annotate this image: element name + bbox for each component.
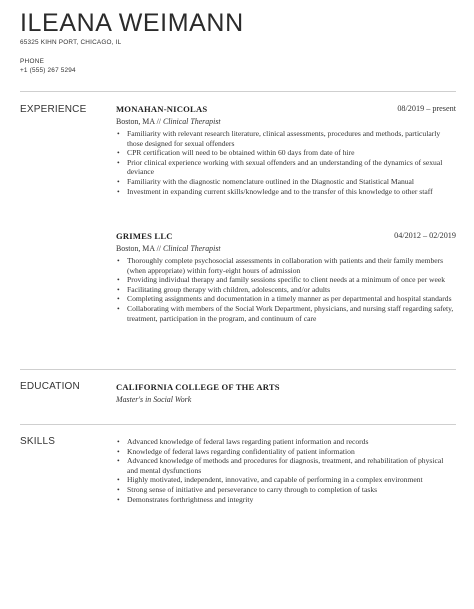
list-item: • Strong sense of initiative and perseverance to carry through to completion of tasks: [117, 484, 378, 494]
job-role-line: [116, 244, 456, 253]
list-item: • Highly motivated, independent, innovative, and capable of performing in a complex environment: [117, 475, 423, 485]
divider: [20, 369, 456, 370]
list-item: • Prior clinical experience working with sexual offenders and an understanding of the dynamics of sexual deviance: [117, 157, 443, 177]
job-title: Clinical Therapist: [162, 117, 221, 126]
job-bullets: [116, 129, 456, 196]
list-item: • Thoroughly complete psychosocial assessments in collaboration with patients and their family members (when appropriate) within forty-eight hours of admission: [117, 256, 444, 275]
job-entry: [116, 104, 456, 196]
list-item: • Investment in expanding current skills/knowledge and to the transfer of this knowledge to other staff: [117, 186, 433, 196]
role-separator: //: [154, 117, 163, 126]
company-name: GRIMES LLC: [116, 231, 173, 241]
job-location: Boston, MA: [116, 117, 155, 126]
skills-entry: [116, 434, 456, 504]
address: 65325 KIHN PORT, CHICAGO, IL: [20, 39, 122, 46]
job-role-line: [116, 117, 456, 126]
section-title-education: EDUCATION: [20, 381, 80, 392]
divider: [20, 424, 456, 425]
list-item: • CPR certification will need to be obtained within 60 days from date of hire: [117, 148, 355, 158]
divider: [20, 91, 456, 92]
company-name: MONAHAN-NICOLAS: [116, 104, 208, 114]
list-item: • Advanced knowledge of methods and procedures for diagnosis, treatment, and rehabilitation of physical and mental dysfunctions: [117, 456, 444, 475]
list-item: • Familiarity with the diagnostic nomenclature outlined in the Diagnostic and Statistical Manual: [117, 176, 415, 186]
list-item: • Knowledge of federal laws regarding confidentiality of patient information: [117, 446, 355, 456]
job-bullets: [116, 256, 456, 323]
list-item: • Advanced knowledge of federal laws regarding patient information and records: [117, 437, 369, 446]
role-separator: //: [154, 244, 163, 253]
phone-value: +1 (555) 267 5294: [20, 67, 76, 74]
list-item: • Providing individual therapy and family sessions specific to client needs at a minimum of once per week: [117, 275, 446, 285]
list-item: • Familiarity with relevant research literature, clinical assessments, procedures and methods, particularly those designed for sexual offenders: [117, 129, 441, 148]
list-item: • Collaborating with members of the Social Work Department, physicians, and nursing staff regarding safety, treatment, participation in the program, and continuum of care: [117, 303, 454, 323]
list-item: • Facilitating group therapy with children, adolescents, and/or adults: [117, 284, 331, 294]
job-dates: 04/2012 – 02/2019: [394, 231, 456, 240]
skills-bullets: [116, 437, 456, 504]
job-title: Clinical Therapist: [162, 244, 221, 253]
list-item: • Completing assignments and documentation in a timely manner as per departmental and hospital standards: [117, 294, 452, 304]
job-location: Boston, MA: [116, 244, 155, 253]
school-name: CALIFORNIA COLLEGE OF THE ARTS: [116, 382, 280, 392]
job-dates: 08/2019 – present: [397, 104, 456, 113]
section-title-skills: SKILLS: [20, 436, 56, 447]
job-entry: [116, 231, 456, 323]
education-entry: [116, 382, 456, 404]
phone-label: PHONE: [20, 58, 45, 65]
degree: Master's in Social Work: [116, 395, 192, 404]
list-item: • Demonstrates forthrightness and integrity: [117, 494, 254, 504]
resume-name: ILEANA WEIMANN: [20, 9, 244, 37]
section-title-experience: EXPERIENCE: [20, 104, 87, 115]
